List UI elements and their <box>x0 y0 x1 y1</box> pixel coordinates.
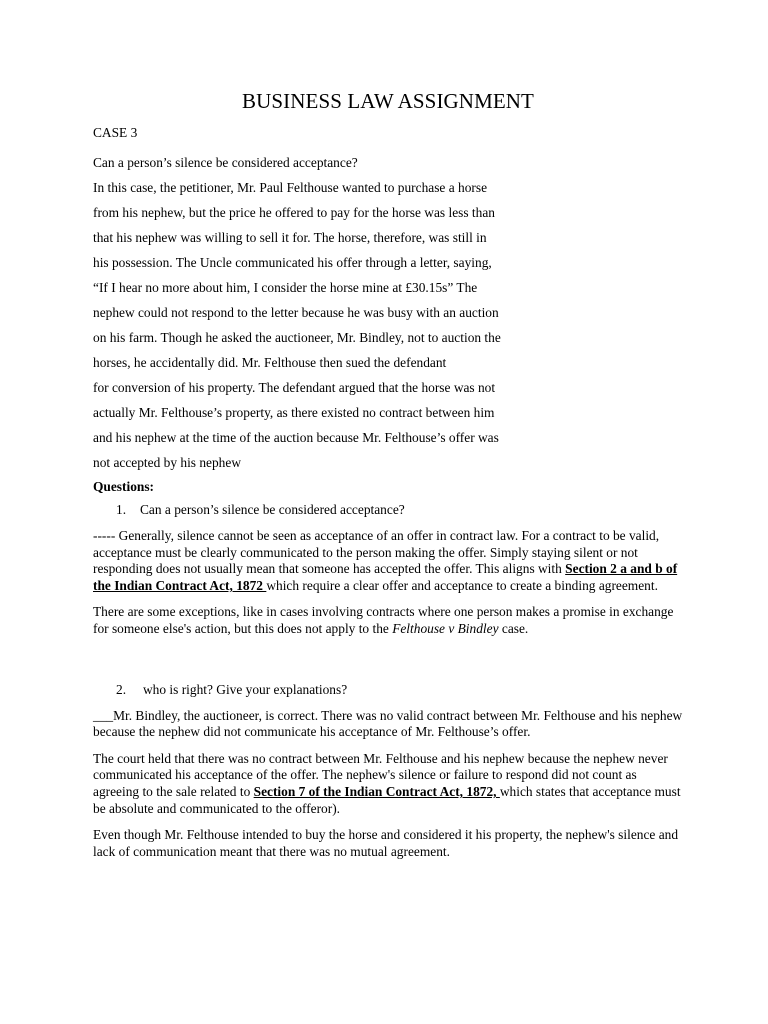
answer-2-paragraph-2 <box>93 751 683 817</box>
question-number: 2. <box>116 681 127 697</box>
narrative-line: and his nephew at the time of the auction because Mr. Felthouse’s offer was <box>93 430 499 445</box>
question-text: who is right? Give your explanations? <box>143 681 348 697</box>
answer-text: There are some exceptions, like in cases involving contracts where one person makes a promise in exchange for someone else's action, but this does not apply to the <box>93 604 674 636</box>
answer-2-paragraph-3: Even though Mr. Felthouse intended to buy the horse and considered it his property, the nephew's silence and lack of communication meant that there was no mutual agreement. <box>93 827 679 859</box>
answer-text: which states that acceptance must be absolute and communicated to the offeror). <box>93 783 681 816</box>
answer-text: case. <box>498 620 529 636</box>
questions-heading: Questions: <box>93 479 155 494</box>
answer-1-paragraph-1 <box>93 528 683 594</box>
narrative-line: from his nephew, but the price he offered to pay for the horse was less than <box>93 205 495 220</box>
narrative-line: on his farm. Though he asked the auctioneer, Mr. Bindley, not to auction the <box>93 330 501 345</box>
narrative-line: that his nephew was willing to sell it for. The horse, therefore, was still in <box>93 230 487 245</box>
document-title: BUSINESS LAW ASSIGNMENT <box>242 89 534 113</box>
question-text: Can a person’s silence be considered acceptance? <box>140 502 405 517</box>
narrative-line: for conversion of his property. The defendant argued that the horse was not <box>93 380 496 395</box>
case-label: CASE 3 <box>93 125 138 140</box>
answer-2-paragraph-1: ___Mr. Bindley, the auctioneer, is correct. There was no valid contract between Mr. Felthouse and his nephew because the nephew did not communicate his acceptance of Mr. Felthouse’s offer. <box>93 707 683 740</box>
statute-reference: Section 2 a and b of the Indian Contract Act, 1872 <box>93 561 678 593</box>
narrative-line: not accepted by his nephew <box>93 455 241 470</box>
answer-text: ----- Generally, silence cannot be seen as acceptance of an offer in contract law. For a contract to be valid, acceptance must be clearly communicated to the person making the offer. Simply staying silent or not responding does not usually mean that someone has accepted the offer. This aligns with <box>93 528 660 577</box>
narrative-line: his possession. The Uncle communicated his offer through a letter, saying, <box>93 255 492 270</box>
narrative-line: actually Mr. Felthouse’s property, as there existed no contract between him <box>93 405 495 420</box>
question-1 <box>93 501 683 519</box>
question-2 <box>93 681 683 699</box>
narrative-line: horses, he accidentally did. Mr. Felthouse then sued the defendant <box>93 355 447 370</box>
spacer <box>93 648 683 672</box>
narrative-line: nephew could not respond to the letter because he was busy with an auction <box>93 305 499 320</box>
case-narrative <box>93 175 683 475</box>
narrative-line: In this case, the petitioner, Mr. Paul Felthouse wanted to purchase a horse <box>93 180 488 195</box>
question-number: 1. <box>116 502 127 517</box>
narrative-line: “If I hear no more about him, I consider the horse mine at £30.15s” The <box>93 280 478 295</box>
statute-reference: Section 7 of the Indian Contract Act, 1872, <box>253 783 500 799</box>
case-question: Can a person’s silence be considered acceptance? <box>93 155 358 170</box>
answer-1-paragraph-2 <box>93 604 683 637</box>
answer-text: which require a clear offer and acceptance to create a binding agreement. <box>266 577 658 593</box>
case-citation: Felthouse v Bindley <box>392 620 499 636</box>
document-page <box>93 88 683 870</box>
answer-text: The court held that there was no contract between Mr. Felthouse and his nephew because the nephew never communicated his acceptance of the offer. The nephew's silence or failure to respond did not count as agreeing to the sale related to <box>93 750 668 799</box>
